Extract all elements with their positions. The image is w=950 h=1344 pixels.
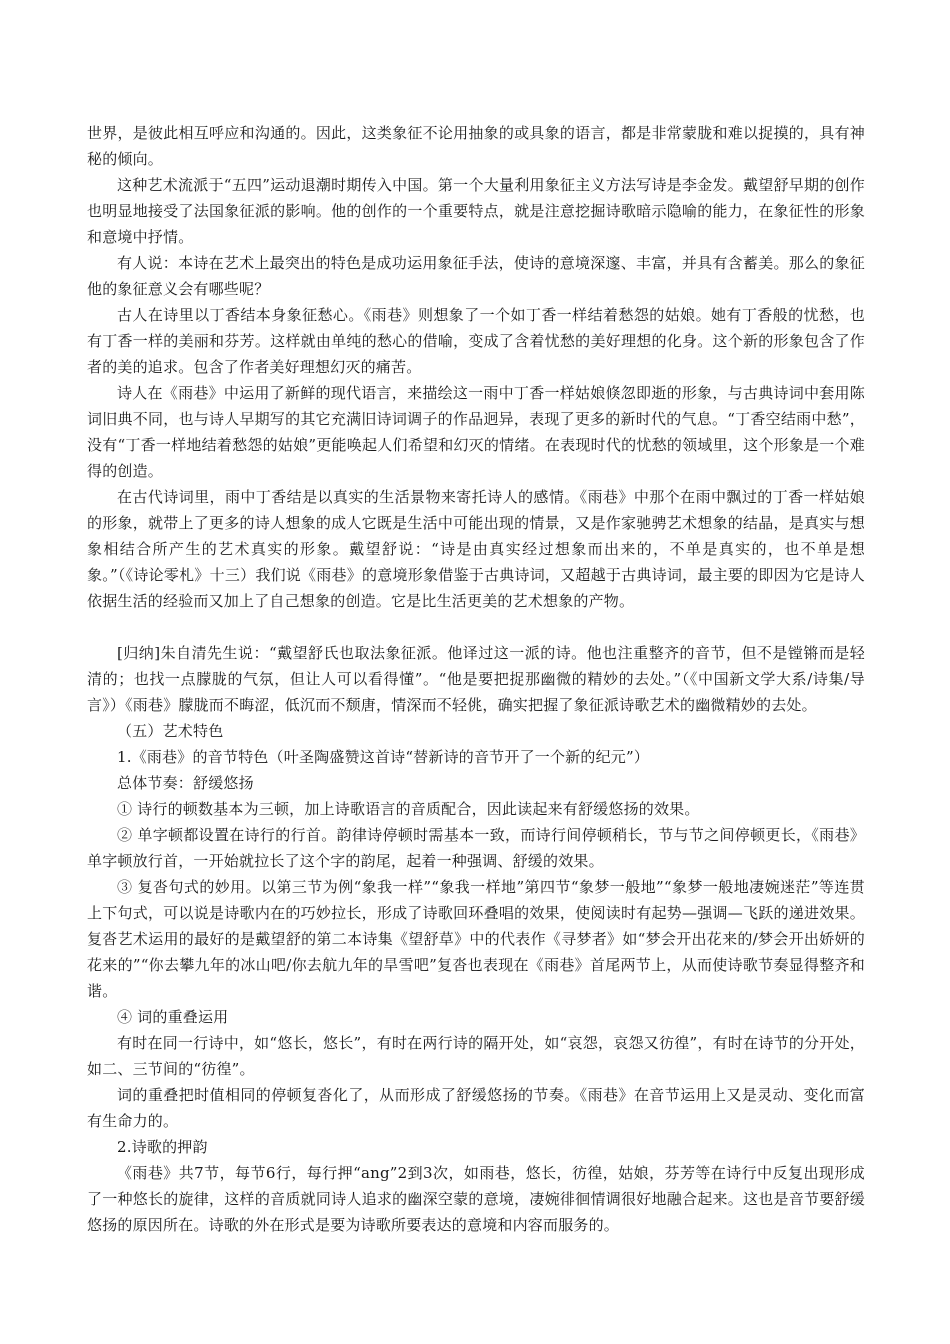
- paragraph-rhyme-details: 《雨巷》共7节，每节6行，每行押“ang”2到3次，如雨巷，悠长，彷徨，姑娘，芬芳等在诗行中反复出现形成了一种悠长的旋律，这样的音质就同诗人追求的幽深空蒙的意境，凄婉徘徊情调很好地融合起来。这也是音节要舒缓悠扬的原因所在。诗歌的外在形式是要为诗歌所要表达的意境和内容而服务的。: [87, 1164, 865, 1234]
- paragraph-lilac-symbol: 古人在诗里以丁香结本身象征愁心。《雨巷》则想象了一个如丁香一样结着愁怨的姑娘。她有丁香般的忧愁，也有丁香一样的美丽和芬芳。这样就由单纯的愁心的借喻，变成了含着忧愁的美好理想的化身。这个新的形象包含了作者的美的追求。包含了作者美好理想幻灭的痛苦。: [87, 306, 865, 376]
- point-2-single-character-pause: ② 单字顿都设置在诗行的行首。韵律诗停顿时需基本一致，而诗行间停顿稍长，节与节之间停顿更长，《雨巷》单字顿放行首，一开始就拉长了这个字的韵尾，起着一种强调、舒缓的效果。: [87, 826, 865, 870]
- point-1-pauses: ① 诗行的顿数基本为三顿，加上诗歌语言的音质配合，因此读起来有舒缓悠扬的效果。: [117, 800, 700, 818]
- paragraph-modern-language: 诗人在《雨巷》中运用了新鲜的现代语言，来描绘这一雨中丁香一样姑娘倏忽即逝的形象，与古典诗词中套用陈词旧典不同，也与诗人早期写的其它充满旧诗词调子的作品迥异，表现了更多的新时代的气息。“丁香空结雨中愁”，没有“丁香一样地结着愁怨的姑娘”更能唤起人们希望和幻灭的情绪。在表现时代的忧愁的领域里，这个形象是一个难得的创造。: [87, 384, 865, 480]
- paragraph-artistic-reality: 在古代诗词里，雨中丁香结是以真实的生活景物来寄托诗人的感情。《雨巷》中那个在雨中飘过的丁香一样姑娘的形象，就带上了更多的诗人想象的成人它既是生活中可能出现的情景，又是作家驰骋艺术想象的结晶，是真实与想象相结合所产生的艺术真实的形象。戴望舒说：“诗是由真实经过想象而出来的，不单是真实的，也不单是想象。”（《诗论零札》十三）我们说《雨巷》的意境形象借鉴于古典诗词，又超越于古典诗词，最主要的即因为它是诗人依据生活的经验而又加上了自己想象的创造。它是比生活更美的艺术想象的产物。: [87, 488, 865, 610]
- overall-rhythm-line: 总体节奏：舒缓悠扬: [117, 774, 254, 792]
- paragraph-art-school-introduction: 这种艺术流派于“五四”运动退潮时期传入中国。第一个大量利用象征主义方法写诗是李金发。戴望舒早期的创作也明显地接受了法国象征派的影响。他的创作的一个重要特点，就是注意挖掘诗歌暗示隐喻的能力，在象征性的形象和意境中抒情。: [87, 176, 865, 246]
- document-page: [87, 120, 865, 1238]
- paragraph-spacer: [87, 614, 865, 640]
- section-heading-artistic-features: （五）艺术特色: [117, 722, 224, 740]
- paragraph-overlap-effect: 词的重叠把时值相同的停顿复沓化了，从而形成了舒缓悠扬的节奏。《雨巷》在音节运用上又是灵动、变化而富有生命力的。: [87, 1086, 865, 1130]
- point-4-word-overlap: ④ 词的重叠运用: [117, 1008, 229, 1026]
- subheading-rhyme: 2.诗歌的押韵: [117, 1138, 208, 1156]
- paragraph-question-symbolism: 有人说：本诗在艺术上最突出的特色是成功运用象征手法，使诗的意境深邃、丰富，并具有含蓄美。那么的象征他的象征意义会有哪些呢？: [87, 254, 865, 298]
- point-3-repetition: ③ 复沓句式的妙用。以第三节为例“象我一样”“象我一样地”第四节“象梦一般地”“象梦一般地凄婉迷茫”等连贯上下句式，可以说是诗歌内在的巧妙拉长，形成了诗歌回环叠唱的效果，使阅读时有起势—强调—飞跃的递进效果。复沓艺术运用的最好的是戴望舒的第二本诗集《望舒草》中的代表作《寻梦者》如“梦会开出花来的/梦会开出娇妍的花来的”“你去攀九年的冰山吧/你去航九年的旱雪吧”复沓也表现在《雨巷》首尾两节上，从而使诗歌节奏显得整齐和谐。: [87, 878, 865, 1000]
- paragraph-summary: [归纳]朱自清先生说：“戴望舒氏也取法象征派。他译过这一派的诗。他也注重整齐的音节，但不是镗锵而是轻清的；也找一点朦胧的气氛，但让人可以看得懂”。“他是要把捉那幽微的精妙的去处。”（《中国新文学大系/诗集/导言》）《雨巷》朦胧而不晦涩，低沉而不颓唐，情深而不轻佻，确实把握了象征派诗歌艺术的幽微精妙的去处。: [87, 644, 865, 714]
- subheading-rhythm-features: 1.《雨巷》的音节特色（叶圣陶盛赞这首诗“替新诗的音节开了一个新的纪元”）: [117, 748, 650, 766]
- paragraph-symbolism-world: 世界，是彼此相互呼应和沟通的。因此，这类象征不论用抽象的或具象的语言，都是非常蒙胧和难以捉摸的，具有神秘的倾向。: [87, 124, 865, 168]
- paragraph-overlap-examples: 有时在同一行诗中，如“悠长，悠长”，有时在两行诗的隔开处，如“哀怨，哀怨又彷徨”，有时在诗节的分开处，如二、三节间的“彷徨”。: [87, 1034, 865, 1078]
